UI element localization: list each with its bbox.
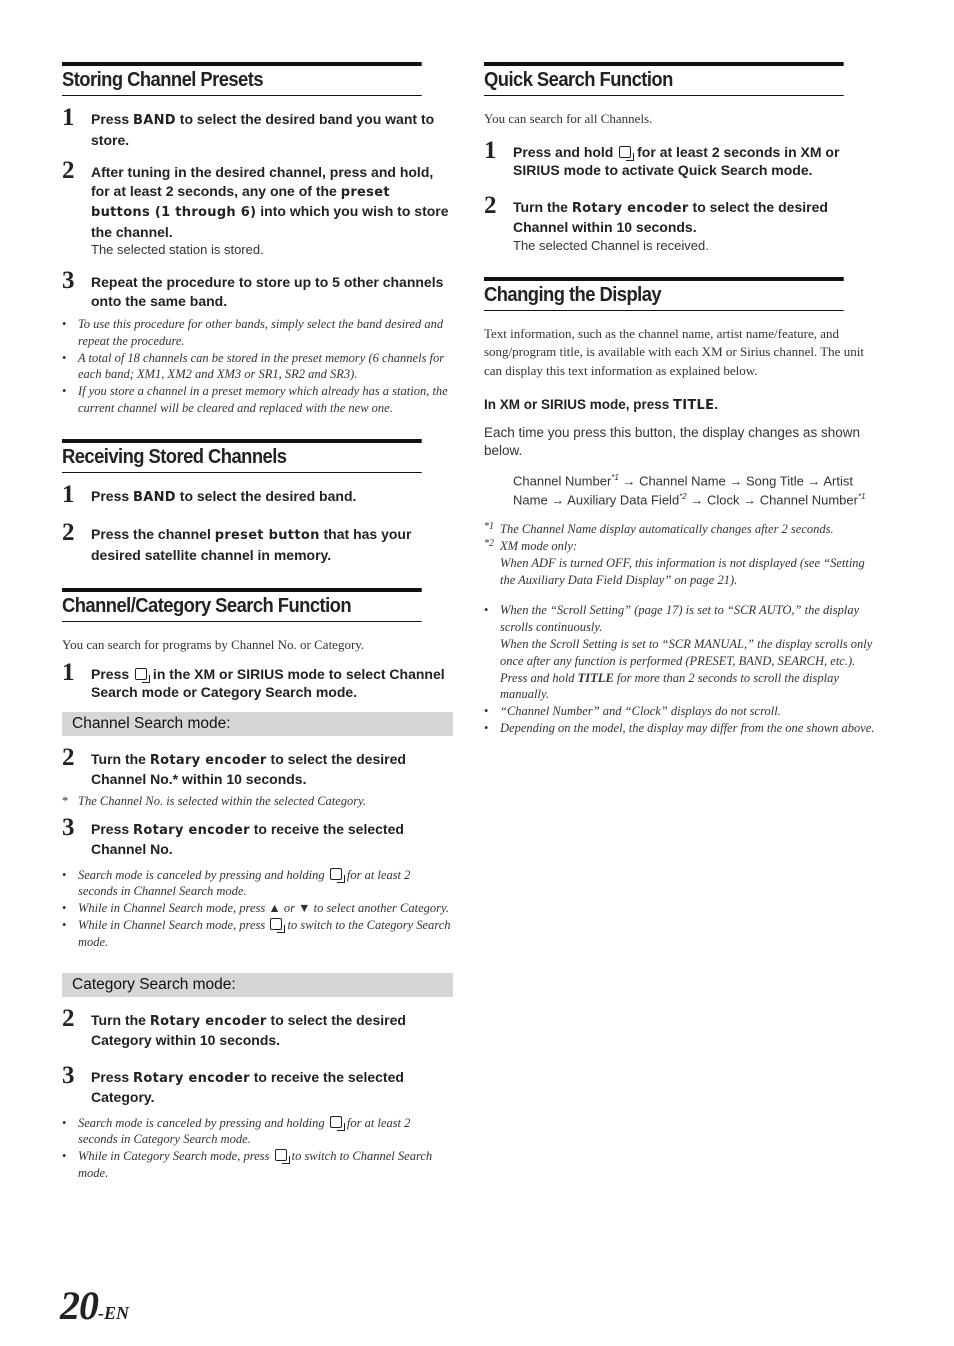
- section-heading-display: Changing the Display: [484, 277, 844, 311]
- page-number: 20-EN: [60, 1283, 129, 1328]
- step-1: 1 Press in the XM or SIRIUS mode to select Channel Search mode or Category Search mode.: [62, 658, 445, 701]
- step-2: 2 Press the channel preset button that has your desired satellite channel in memory.: [62, 519, 412, 563]
- notes-list: • To use this procedure for other bands, simply select the band desired and repeat the procedure. • A total of 18 channels can be stored in the preset memory (6 channels for each band; XM1, XM2 and XM3 or SR1, SR2 and SR3). • If you store a channel in a preset memory which already has a station, the current channel will be cleared and replaced with the new one.: [62, 316, 453, 417]
- step-3: 3 Press Rotary encoder to receive the selected Category.: [62, 1061, 404, 1106]
- mode-button-icon: [619, 146, 631, 158]
- intro-text: Text information, such as the channel name, artist name/feature, and song/program title, is available with each XM or Sirius channel. The unit can display this text information as explained below.: [484, 325, 864, 378]
- intro-text: You can search for all Channels.: [484, 111, 653, 126]
- step-1: 1 Press BAND to select the desired band you want to store.: [62, 104, 435, 148]
- mode-button-icon: [275, 1149, 287, 1161]
- mode-button-icon: [135, 668, 147, 680]
- notes-list: • Search mode is canceled by pressing and holding for at least 2 seconds in Category Search mode. • While in Category Search mode, press to switch to Channel Search mode.: [62, 1115, 453, 1182]
- left-column: [62, 62, 453, 1182]
- right-column: [484, 62, 875, 737]
- step-2: 2 Turn the Rotary encoder to select the desired Category within 10 seconds.: [62, 1004, 406, 1049]
- step-2: 2 Turn the Rotary encoder to select the desired Channel No.* within 10 seconds.: [62, 743, 406, 788]
- mode-button-icon: [330, 868, 342, 880]
- step-2: 2 After tuning in the desired channel, press and hold, for at least 2 seconds, any one of the preset buttons (1 through 6) into which you wish to store the channel. The selected station is stored.: [62, 157, 449, 257]
- subheading-category-search: Category Search mode:: [62, 973, 453, 997]
- mode-button-icon: [330, 1116, 342, 1128]
- step-1: 1 Press and hold for at least 2 seconds in XM or SIRIUS mode to activate Quick Search mode.: [484, 136, 840, 178]
- display-cycle: Channel Number$^{*1}$ → Channel Name → Song Title → Artist Name → Auxiliary Data Field$^{*2}$ → Clock → Channel Number$^{*1}$: [513, 472, 866, 508]
- section-heading-receiving: Receiving Stored Channels: [62, 439, 422, 473]
- section-heading-catsearch: Channel/Category Search Function: [62, 588, 422, 622]
- step-3: 3 Repeat the procedure to store up to 5 other channels onto the same band.: [62, 267, 444, 309]
- intro-text: You can search for programs by Channel No. or Category.: [62, 637, 365, 653]
- notes-list: • Search mode is canceled by pressing and holding for at least 2 seconds in Channel Search mode. • While in Channel Search mode, press ▲ or ▼ to select another Category. • While in Channel Search mode, press to switch to the Category Search mode.: [62, 867, 453, 951]
- section-heading-quick: Quick Search Function: [484, 62, 844, 96]
- section-heading-storing: Storing Channel Presets: [62, 62, 422, 96]
- step-2: 2 Turn the Rotary encoder to select the desired Channel within 10 seconds. The selected Channel is received.: [484, 191, 828, 253]
- description: Each time you press this button, the display changes as shown below.: [484, 424, 860, 458]
- command-line: In XM or SIRIUS mode, press TITLE.: [484, 397, 719, 413]
- mode-button-icon: [270, 918, 282, 930]
- footnote: * The Channel No. is selected within the selected Category.: [62, 793, 453, 810]
- footnote-1: *1 The Channel Name display automatically changes after 2 seconds.: [484, 521, 834, 537]
- subheading-channel-search: Channel Search mode:: [62, 712, 453, 736]
- step-1: 1 Press BAND to select the desired band.: [62, 480, 357, 508]
- step-3: 3 Press Rotary encoder to receive the selected Channel No.: [62, 813, 404, 858]
- notes-list: • When the “Scroll Setting” (page 17) is set to “SCR AUTO,” the display scrolls continuously. When the Scroll Setting is set to “SCR MANUAL,” the display scrolls only once after any function is performed (PRESET, BAND, SEARCH, etc.). Press and hold TITLE for more than 2 seconds to scroll the display manually. • “Channel Number” and “Clock” displays do not scroll. • Depending on the model, the display may differ from the one shown above.: [484, 602, 875, 736]
- footnote-2: *2 XM mode only: When ADF is turned OFF, this information is not displayed (see “Setting the Auxiliary Data Field Display” on page 21).: [484, 537, 865, 587]
